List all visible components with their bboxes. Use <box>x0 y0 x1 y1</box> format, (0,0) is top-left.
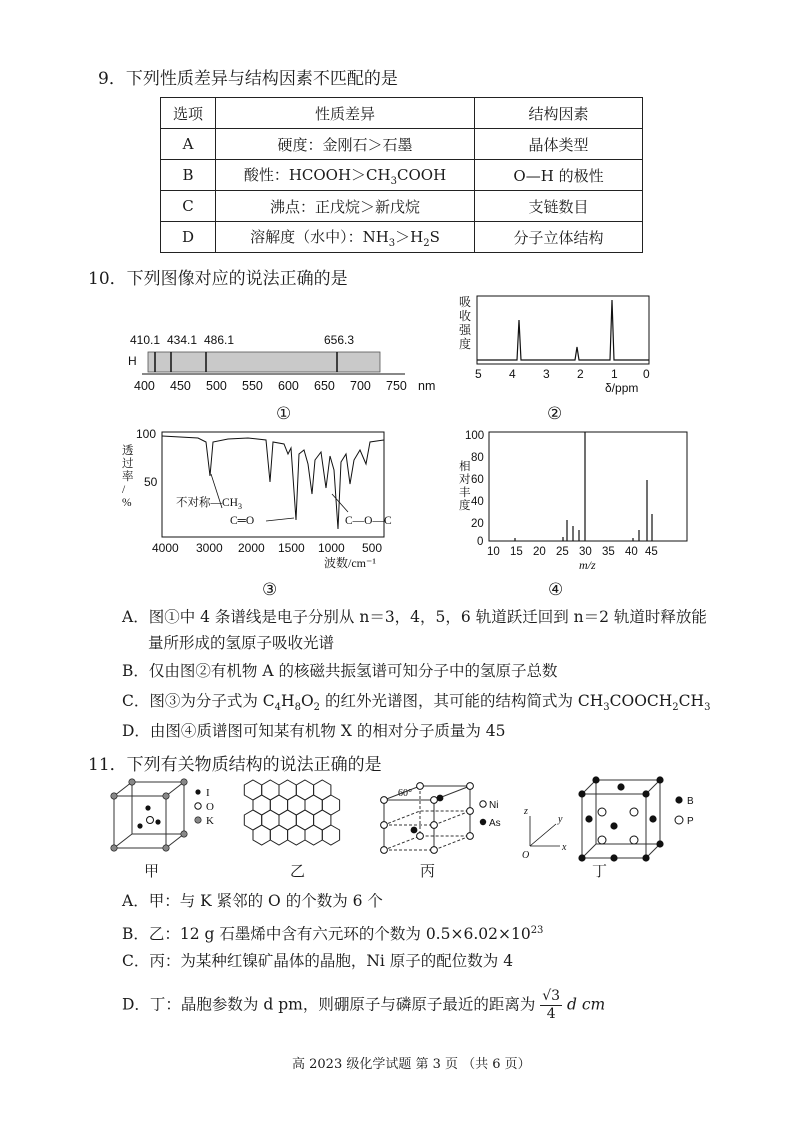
q10-option-a-line1: A．图①中 4 条谱线是电子分别从 n＝3，4，5，6 轨道跃迁回到 n＝2 轨道时释放能 <box>122 608 707 626</box>
hexagon-ring <box>253 825 270 845</box>
subscript: 4 <box>274 702 282 714</box>
hexagon-ring <box>305 825 322 845</box>
xlabel: 波数/cm⁻¹ <box>324 556 376 570</box>
subscript: 3 <box>603 702 610 714</box>
subscript: 3 <box>237 502 242 511</box>
table-row <box>161 129 643 160</box>
option-cell: A <box>161 129 216 160</box>
atom-b <box>610 822 617 829</box>
legend-k-dot <box>195 817 201 823</box>
ylabel-char: 相 <box>459 461 471 473</box>
option-cell: B <box>161 160 216 191</box>
atom-o <box>147 817 154 824</box>
table-row <box>161 160 643 191</box>
atom-b <box>656 776 663 783</box>
line-label: 434.1 <box>167 333 198 347</box>
legend-label: B <box>687 796 694 807</box>
table-header-row <box>161 98 643 129</box>
legend-label: I <box>206 787 210 799</box>
ylabel-full: 透过率/% <box>18 324 23 325</box>
tick-label: 4 <box>509 367 516 381</box>
ylabel-char: 率 <box>122 471 134 483</box>
ylabel-char: 度 <box>459 337 472 351</box>
tick-label: 650 <box>314 379 335 393</box>
legend-label: K <box>206 815 214 827</box>
atom-i <box>137 823 142 828</box>
figure-3-caption: ③ <box>262 580 278 600</box>
annotation-co: C═O <box>230 515 255 527</box>
atom-as <box>437 795 444 802</box>
ylabel-char: 收 <box>459 309 472 323</box>
superscript: 23 <box>530 925 544 936</box>
ytick: 40 <box>471 496 484 508</box>
atom-p <box>598 836 606 844</box>
tick-label: 600 <box>278 379 299 393</box>
xlabel: δ/ppm <box>605 381 639 395</box>
axis-label: y <box>558 814 563 825</box>
ylabel-char: 度 <box>459 500 471 512</box>
q11-option-a: A．甲：与 K 紧邻的 O 的个数为 6 个 <box>122 892 383 910</box>
ylabel-char: 丰 <box>459 487 471 499</box>
atom-ni <box>381 797 388 804</box>
tick-label: 5 <box>475 367 482 381</box>
xtick: 45 <box>645 546 658 558</box>
ylabel-full: 吸收强度 <box>355 192 359 193</box>
page-footer: 高 2023 级化学试题 第 3 页 （共 6 页） <box>292 1057 531 1072</box>
text: COOH <box>397 165 447 184</box>
hexagon-ring <box>288 825 305 845</box>
factor-cell: 分子立体结构 <box>475 222 643 253</box>
unit-label: nm <box>418 379 436 393</box>
atom-ni <box>467 783 474 790</box>
q10-option-d: D．由图④质谱图可知某有机物 X 的相对分子质量为 45 <box>122 722 506 740</box>
atom-ni <box>431 847 438 854</box>
subscript: 8 <box>294 702 301 714</box>
xtick: 3000 <box>196 541 223 555</box>
axis-label: z <box>524 806 528 817</box>
hexagon-ring <box>322 825 339 845</box>
subscript: 3 <box>388 237 396 249</box>
text: 酸性：HCOOH＞CH <box>243 165 391 184</box>
figure-ding-cell <box>522 776 712 862</box>
q10-option-a-line2: 量所形成的氢原子吸收光谱 <box>148 634 335 652</box>
header-cell: 结构因素 <box>475 98 643 129</box>
atom-ni <box>467 808 474 815</box>
cell-mid <box>384 811 470 825</box>
atom-ni <box>381 822 388 829</box>
legend-i-dot <box>195 789 200 794</box>
ytick: 0 <box>477 536 484 548</box>
atom-k <box>163 845 169 851</box>
ytick: 100 <box>136 427 157 441</box>
hex-lattice <box>244 780 339 845</box>
property-cell: 硬度：金刚石＞石墨 <box>216 129 475 160</box>
plot-frame <box>477 296 649 364</box>
tick-label: 400 <box>134 379 155 393</box>
atom-k <box>111 845 117 851</box>
q10-option-b: B．仅由图②有机物 A 的核磁共振氢谱可知分子中的氢原子总数 <box>122 662 558 680</box>
tick-label: 0 <box>643 367 650 381</box>
axis-label: x <box>562 842 567 853</box>
option-cell: D <box>161 222 216 253</box>
legend-label: O <box>206 801 214 813</box>
subscript: 2 <box>313 702 321 714</box>
ylabel-full: 相对丰度 <box>355 324 359 325</box>
numerator: √3 <box>542 988 561 1004</box>
atom-p <box>630 808 638 816</box>
ytick: 60 <box>471 474 484 486</box>
ytick: 80 <box>471 452 484 464</box>
text: D．丁：晶胞参数为 d pm，则硼原子与磷原子最近的距离为 <box>122 995 536 1014</box>
atom-k <box>111 793 117 799</box>
property-cell: 沸点：正戊烷＞新戊烷 <box>216 191 475 222</box>
text: 溶解度（水中）：NH <box>250 227 389 246</box>
atom-k <box>181 779 187 785</box>
tick-label: 1 <box>611 367 618 381</box>
property-cell <box>216 160 475 191</box>
xtick: 15 <box>510 546 523 558</box>
line-label: 486.1 <box>204 333 235 347</box>
legend-ni-dot <box>480 801 486 807</box>
atom-b <box>610 854 617 861</box>
xtick: 2000 <box>238 541 265 555</box>
atom-b <box>585 815 592 822</box>
ylabel-char: 吸 <box>459 295 472 309</box>
header-cell: 选项 <box>161 98 216 129</box>
table-row <box>161 191 643 222</box>
xtick: 20 <box>533 546 546 558</box>
figure-jia-caption: 甲 <box>144 862 160 880</box>
q11-option-c: C．丙：为某种红镍矿晶体的晶胞，Ni 原子的配位数为 4 <box>122 952 514 970</box>
ytick: 100 <box>465 430 485 442</box>
atom-b <box>642 790 649 797</box>
atom-ni <box>381 847 388 854</box>
subscript: 2 <box>423 237 430 249</box>
xtick: 1500 <box>278 541 305 555</box>
legend-as-dot <box>480 819 486 825</box>
atom-ni <box>417 833 424 840</box>
ytick: 50 <box>144 475 158 489</box>
figure-yi-caption: 乙 <box>290 862 306 880</box>
atom-b <box>592 776 599 783</box>
text: ＞H <box>395 227 424 246</box>
plot-frame <box>489 432 687 541</box>
xtick: 35 <box>602 546 615 558</box>
cell-top <box>384 786 470 800</box>
figure-jia-cell <box>108 778 228 858</box>
text: H <box>281 692 295 710</box>
line-label: 410.1 <box>130 333 161 347</box>
atom-p <box>630 836 638 844</box>
atom-k <box>163 793 169 799</box>
xtick: 40 <box>625 546 638 558</box>
spectrum-row-label: H <box>128 354 137 368</box>
ylabel-char: 透 <box>122 445 134 457</box>
figure-ding-caption: 丁 <box>592 862 608 880</box>
line-label: 656.3 <box>324 333 355 347</box>
q11-stem: 11．下列有关物质结构的说法正确的是 <box>88 755 382 775</box>
atom-b <box>578 854 585 861</box>
ylabel-char: 强 <box>459 323 472 337</box>
figure-4-caption: ④ <box>548 580 564 600</box>
text: d cm <box>567 995 606 1014</box>
factor-cell: 支链数目 <box>475 191 643 222</box>
tick-label: 3 <box>543 367 550 381</box>
q10-stem: 10．下列图像对应的说法正确的是 <box>88 269 348 289</box>
ylabel-char: / <box>122 484 126 496</box>
xtick: 30 <box>579 546 592 558</box>
axis-label: O <box>522 850 530 861</box>
atom-k <box>181 831 187 837</box>
text: B．乙：12 g 石墨烯中含有六元环的个数为 0.5×6.02×10 <box>122 925 531 944</box>
figure-yi-graphene <box>243 778 353 860</box>
atom-p <box>598 808 606 816</box>
annotation-asym-ch3 <box>176 495 242 511</box>
q9-stem: 9．下列性质差异与结构因素不匹配的是 <box>98 69 398 89</box>
text: S <box>429 227 440 246</box>
legend-p-dot <box>675 816 683 824</box>
denominator: 4 <box>546 1006 556 1022</box>
atom-as <box>411 827 418 834</box>
nmr-trace <box>477 300 649 360</box>
legend-o-dot <box>195 803 201 809</box>
figure-bing-cell <box>378 778 508 860</box>
atom-i <box>145 805 150 810</box>
xtick: 4000 <box>152 541 179 555</box>
subscript: 3 <box>704 702 711 714</box>
figure-1-spectrum <box>120 322 450 402</box>
property-cell <box>216 222 475 253</box>
legend-b-dot <box>675 796 682 803</box>
figure-2-caption: ② <box>547 404 563 424</box>
atom-b <box>617 783 624 790</box>
tick-label: 750 <box>386 379 407 393</box>
atom-b <box>578 790 585 797</box>
subscript: 3 <box>390 175 397 187</box>
spectrum-band <box>148 352 380 372</box>
text: C．图③为分子式为 C <box>122 692 275 710</box>
atom-ni <box>417 783 424 790</box>
text: 不对称—CH <box>176 497 238 509</box>
q11-option-b <box>122 920 543 945</box>
text: CH <box>678 692 705 710</box>
ylabel-char: % <box>122 497 132 509</box>
angle-label: 60° <box>398 788 412 799</box>
xlabel: m/z <box>579 558 596 572</box>
text: 的红外光谱图，其可能的结构简式为 CH <box>320 692 604 710</box>
ytick: 20 <box>471 518 484 530</box>
atom-i <box>155 819 160 824</box>
atom-ni <box>431 797 438 804</box>
atom-ni <box>467 833 474 840</box>
figure-bing-caption: 丙 <box>420 862 436 880</box>
ylabel-char: 对 <box>459 474 471 486</box>
atom-b <box>656 840 663 847</box>
atom-ni <box>431 822 438 829</box>
subscript: 2 <box>672 702 679 714</box>
legend-label: As <box>489 818 501 829</box>
axis-y <box>530 824 556 846</box>
header-cell: 性质差异 <box>216 98 475 129</box>
tick-label: 450 <box>170 379 191 393</box>
ylabel-char: 过 <box>122 458 134 470</box>
tick-label: 700 <box>350 379 371 393</box>
q10-option-c <box>122 690 710 719</box>
tick-label: 2 <box>577 367 584 381</box>
xtick: 25 <box>556 546 569 558</box>
text: O <box>300 692 314 710</box>
cell-bottom <box>384 836 470 850</box>
factor-cell: 晶体类型 <box>475 129 643 160</box>
atom-b <box>642 854 649 861</box>
table-row <box>161 222 643 253</box>
tick-label: 550 <box>242 379 263 393</box>
q9-table <box>160 97 643 253</box>
text: COOCH <box>609 692 673 710</box>
annotation-leader <box>332 494 348 512</box>
xtick: 1000 <box>318 541 345 555</box>
xtick: 500 <box>362 541 383 555</box>
factor-cell: O—H 的极性 <box>475 160 643 191</box>
legend-label: Ni <box>489 800 499 811</box>
atom-k <box>129 779 135 785</box>
fraction <box>540 988 562 1023</box>
legend-label: P <box>687 816 694 827</box>
annotation-leader <box>266 518 294 521</box>
figure-1-caption: ① <box>276 404 292 424</box>
hexagon-ring <box>270 825 287 845</box>
xtick: 10 <box>487 546 500 558</box>
annotation-coc: C—O—C <box>345 515 392 527</box>
tick-label: 500 <box>206 379 227 393</box>
atom-b <box>649 815 656 822</box>
q11-option-d <box>122 988 605 1023</box>
option-cell: C <box>161 191 216 222</box>
